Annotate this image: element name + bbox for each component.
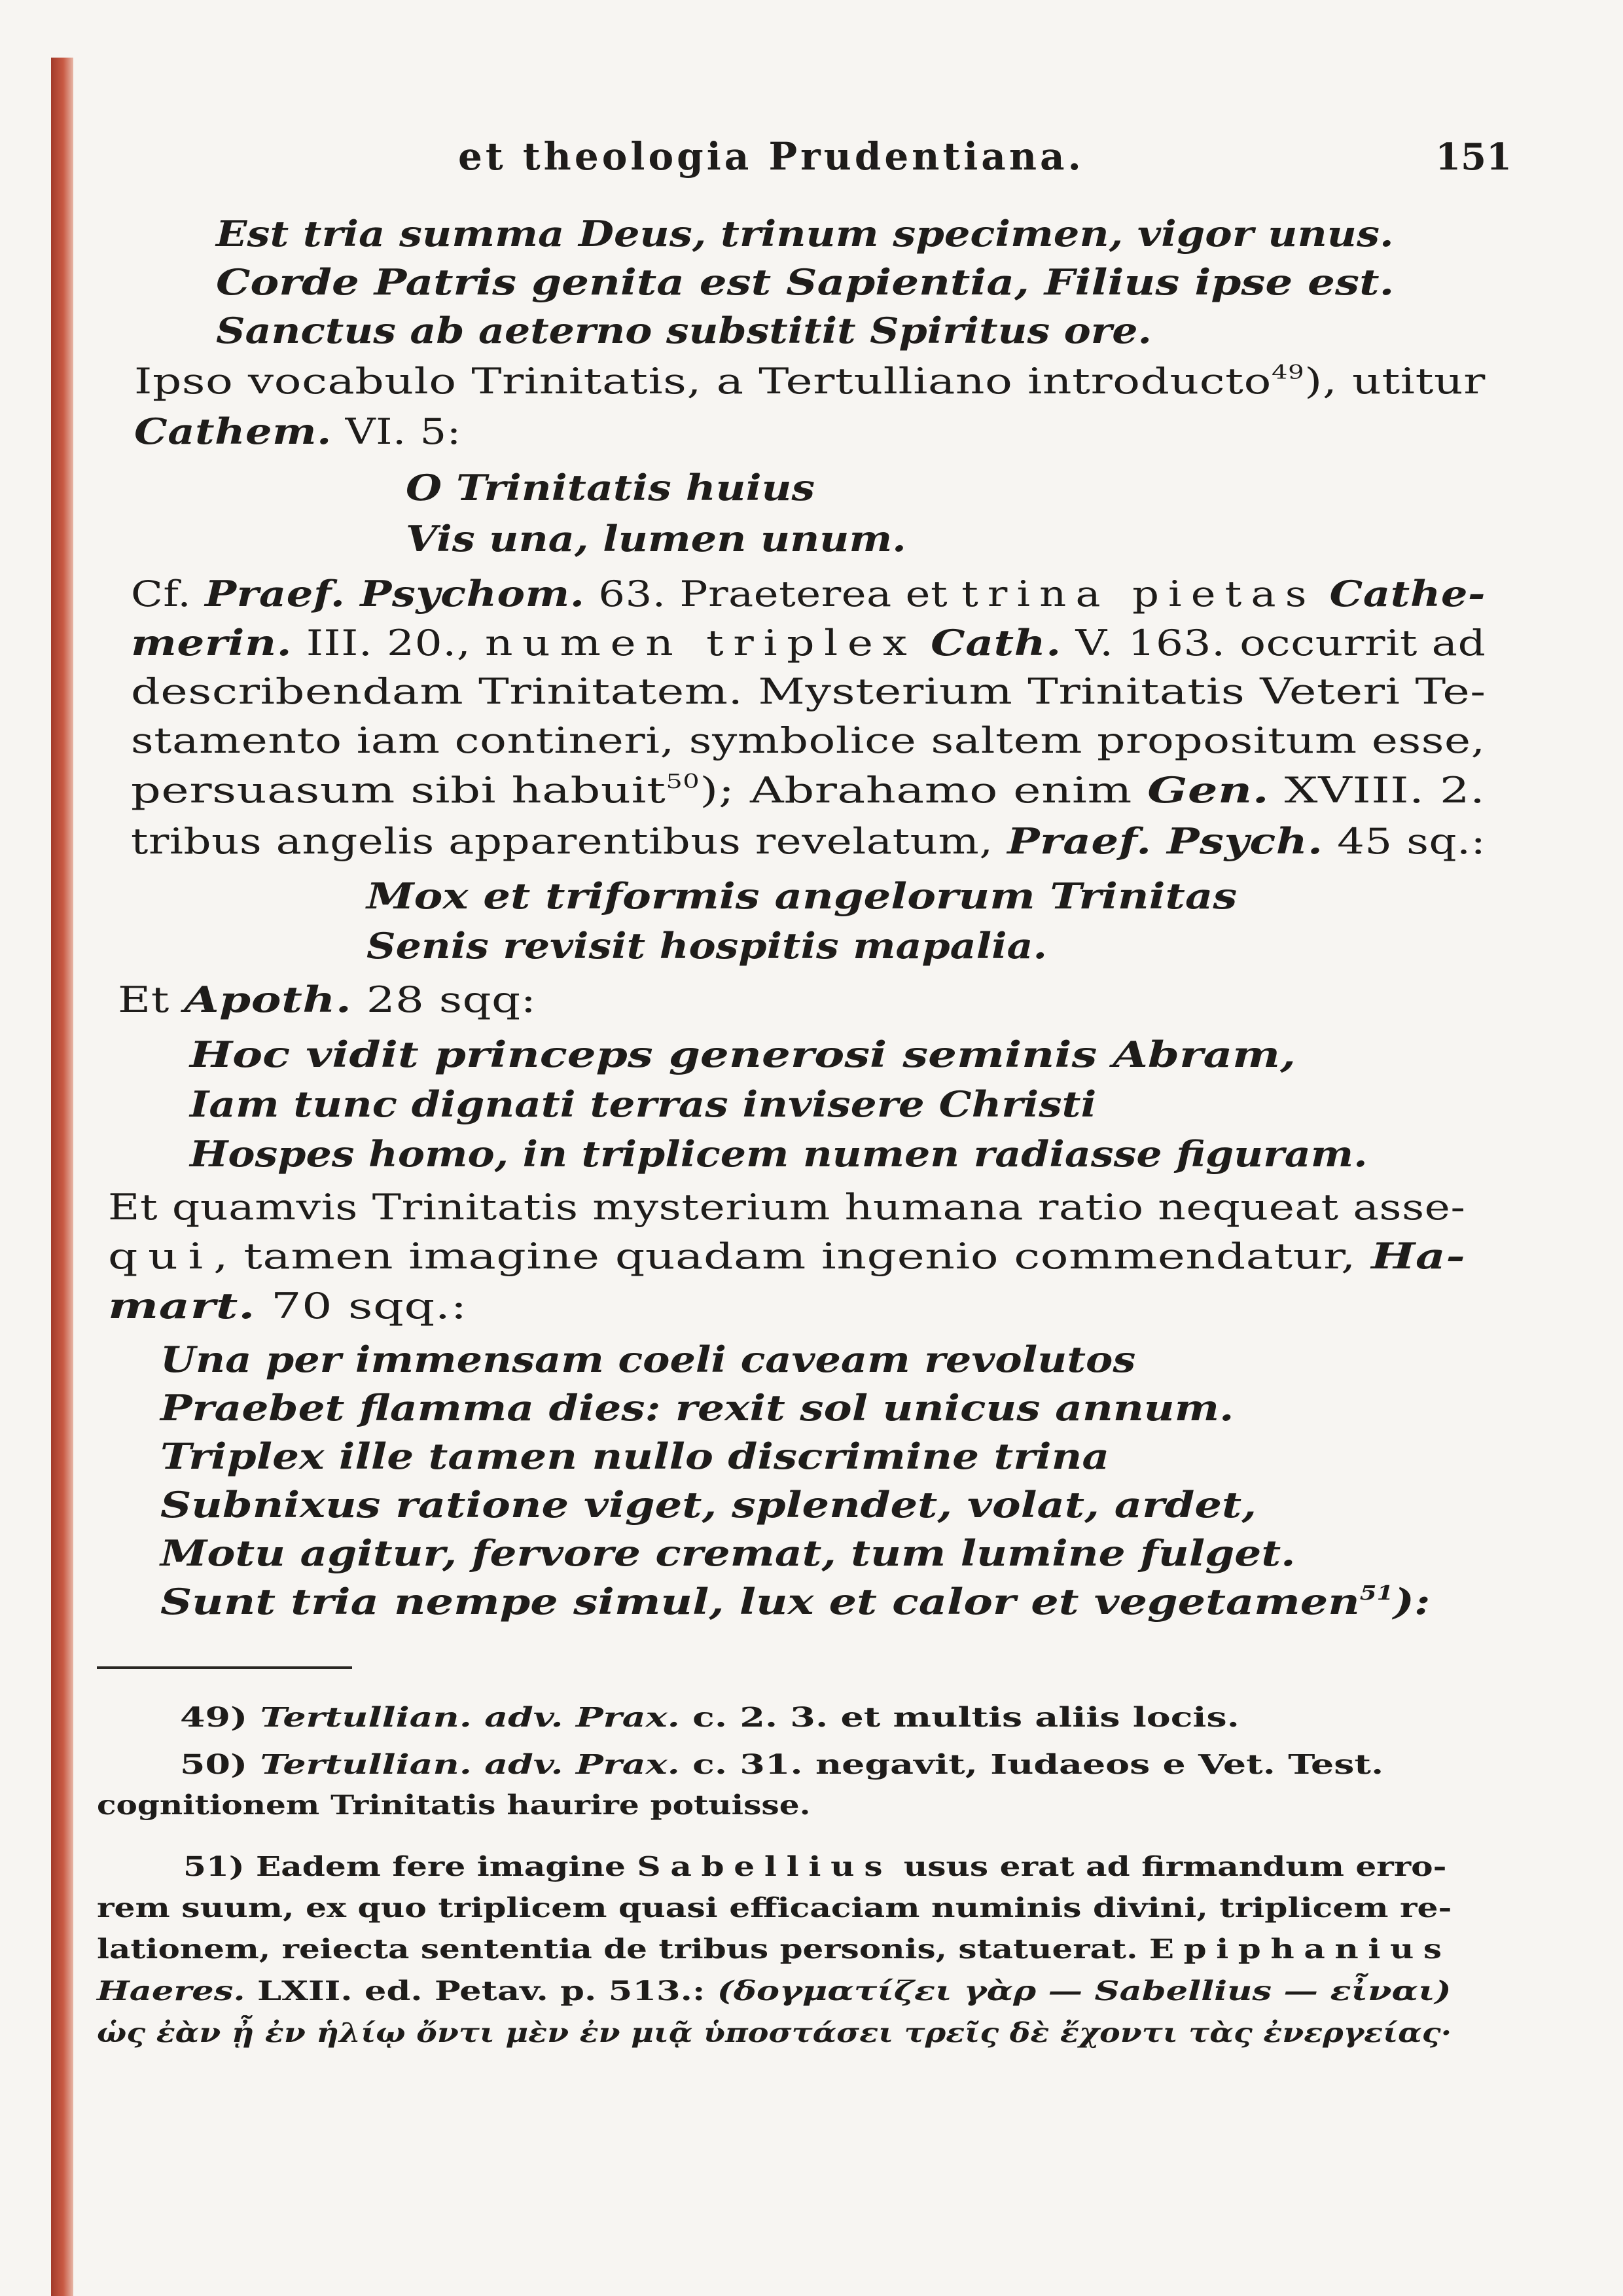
text-run: ): <box>1393 1581 1431 1623</box>
text-run: Et <box>118 979 185 1020</box>
text-run: Mox et triformis angelorum Trinitas <box>366 875 1238 917</box>
footnote-line <box>97 2017 1452 2049</box>
text-run: Ha- <box>1371 1235 1466 1277</box>
text-run: Vis una, lumen unum. <box>406 518 906 560</box>
text-run: Tertullian. adv. Prax. <box>260 1702 680 1733</box>
footnote-line <box>183 1851 1447 1882</box>
text-run: O Trinitatis huius <box>406 467 815 509</box>
body-line <box>134 410 461 452</box>
text-run: stamento iam contineri, symbolice saltem propositum esse, <box>131 720 1486 761</box>
text-run: Praebet flamma dies: rexit sol unicus annum. <box>160 1387 1234 1429</box>
verse-line <box>160 1484 1257 1526</box>
verse-line <box>160 1387 1234 1429</box>
body-line <box>118 978 537 1020</box>
text-run: XVIII. 2. <box>1269 770 1486 811</box>
text-run: Cath. <box>931 622 1061 664</box>
verse-line <box>190 1083 1097 1125</box>
text-run: Praef. Psychom. <box>205 573 585 615</box>
text-run: Est tria summa Deus, trinum specimen, vigor unus. <box>216 213 1394 255</box>
text-run: 63. Praeterea et <box>584 573 962 615</box>
body-line <box>131 671 1486 712</box>
body-line <box>131 622 1486 664</box>
body-line <box>131 573 1486 615</box>
footnote-line <box>180 1751 1383 1778</box>
body-line <box>108 1187 1466 1228</box>
text-run: Iam tunc dignati terras invisere Christi <box>190 1083 1097 1125</box>
text-run: Cathe- <box>1329 573 1486 615</box>
verse-line <box>406 518 906 560</box>
footnote-line <box>97 1789 811 1821</box>
text-run: 45 sq.: <box>1323 821 1486 862</box>
text-run: describendam Trinitatem. Mysterium Trinitatis Veteri Te- <box>131 671 1486 712</box>
text-run: Sanctus ab aeterno substitit Spiritus ore. <box>216 310 1152 351</box>
verse-line <box>160 1532 1296 1574</box>
text-run: cognitionem Trinitatis haurire potuisse. <box>97 1789 811 1821</box>
text-run: , tamen imagine quadam ingenio commendatur, <box>213 1236 1372 1277</box>
verse-line <box>160 1338 1136 1380</box>
text-run: ὡς ἐὰν ᾖ ἐν ἡλίῳ ὄντι μὲν ἐν μιᾷ ὑποστάσει τρεῖς δὲ ἔχοντι τὰς ἐνεργείας· <box>97 2017 1452 2049</box>
body-line <box>131 769 1486 811</box>
text-run: Ipso vocabulo Trinitatis, a Tertulliano introducto <box>134 361 1272 402</box>
text-run: Triplex ille tamen nullo discrimine trina <box>160 1435 1110 1477</box>
footnote-line <box>97 1975 1452 2007</box>
footnote-reference: 51 <box>1359 1582 1394 1605</box>
text-run: c. 2. 3. et multis aliis locis. <box>679 1702 1240 1733</box>
text-run: V. 163. occurrit ad <box>1061 622 1486 664</box>
text-run: 70 sqq.: <box>255 1285 467 1327</box>
text-run: Tertullian. adv. Prax. <box>260 1749 680 1780</box>
text-run: usus erat ad firmandum erro- <box>892 1851 1447 1882</box>
text-run: Cathem. <box>134 410 332 452</box>
body-line <box>108 1235 1466 1277</box>
text-run: ); Abrahamo enim <box>700 770 1148 811</box>
text-run: rem suum, ex quo triplicem quasi efficaciam numinis divini, triplicem re- <box>97 1892 1452 1924</box>
text-run: Cf. <box>131 573 205 615</box>
verse-line <box>216 261 1395 303</box>
footnote-reference: 50 <box>666 770 700 793</box>
verse-line <box>216 310 1152 351</box>
text-run: Apoth. <box>184 978 352 1020</box>
text-run <box>1316 573 1330 615</box>
text-run: lationem, reiecta sententia de tribus personis, statuerat. <box>97 1933 1149 1965</box>
text-run: 50) <box>180 1749 260 1780</box>
text-run: Corde Patris genita est Sapientia, Filius ipse est. <box>216 261 1395 303</box>
text-run: (δογματίζει γὰρ — Sabellius — εἶναι) <box>717 1975 1452 2007</box>
text-run: mart. <box>108 1285 256 1327</box>
body-line <box>134 361 1486 402</box>
verse-line <box>366 875 1238 917</box>
text-run: Hoc vidit princeps generosi seminis Abram, <box>190 1033 1296 1075</box>
footnote-line <box>97 1892 1452 1924</box>
footnote-separator <box>97 1666 352 1669</box>
text-run: Senis revisit hospitis mapalia. <box>366 925 1047 967</box>
verse-line <box>190 1133 1368 1175</box>
text-run: numen triplex <box>485 622 917 664</box>
text-run: qui <box>108 1236 213 1277</box>
running-header <box>105 128 1512 180</box>
text-run: III. 20., <box>292 622 486 664</box>
verse-line <box>160 1581 1431 1623</box>
text-run: Haeres. <box>97 1975 245 2007</box>
text-run: Et quamvis Trinitatis mysterium humana ratio nequeat asse- <box>108 1187 1466 1228</box>
text-run: trina pietas <box>961 573 1316 615</box>
text-run: merin. <box>131 622 293 664</box>
verse-line <box>160 1435 1110 1477</box>
text-run: 51) Eadem fere imagine <box>183 1851 637 1882</box>
text-run: Sunt tria nempe simul, lux et calor et vegetamen <box>160 1581 1360 1623</box>
body-line <box>131 820 1486 862</box>
text-run: Subnixus ratione viget, splendet, volat, ardet, <box>160 1484 1257 1526</box>
verse-line <box>406 467 815 509</box>
text-run <box>916 622 931 664</box>
body-line <box>131 720 1486 761</box>
verse-line <box>366 925 1047 967</box>
text-run: ), utitur <box>1304 361 1486 402</box>
text-run: Epiphanius <box>1149 1933 1452 1965</box>
verse-line <box>216 213 1394 255</box>
running-title: et theologia Prudentiana. <box>458 134 1084 179</box>
footnote-line <box>180 1704 1240 1731</box>
text-run: VI. 5: <box>331 411 461 452</box>
text-run: Gen. <box>1147 769 1270 811</box>
page-number: 151 <box>1435 135 1512 179</box>
text-run: 28 sqq: <box>351 979 537 1020</box>
body-line <box>108 1285 467 1327</box>
text-run: tribus angelis apparentibus revelatum, <box>131 821 1008 862</box>
footnote-reference: 49 <box>1271 361 1305 384</box>
text-run: c. 31. negavit, Iudaeos e Vet. Test. <box>679 1749 1384 1780</box>
text-run: Sabellius <box>637 1851 893 1882</box>
text-run: Motu agitur, fervore cremat, tum lumine fulget. <box>160 1532 1296 1574</box>
text-run: Una per immensam coeli caveam revolutos <box>160 1338 1136 1380</box>
text-run: LXII. ed. Petav. p. 513.: <box>245 1975 717 2007</box>
text-run: Praef. Psych. <box>1007 820 1323 862</box>
text-run: Hospes homo, in triplicem numen radiasse figuram. <box>190 1133 1368 1175</box>
verse-line <box>190 1033 1296 1075</box>
footnote-line <box>97 1933 1452 1965</box>
text-run: persuasum sibi habuit <box>131 770 666 811</box>
text-run: 49) <box>180 1702 260 1733</box>
